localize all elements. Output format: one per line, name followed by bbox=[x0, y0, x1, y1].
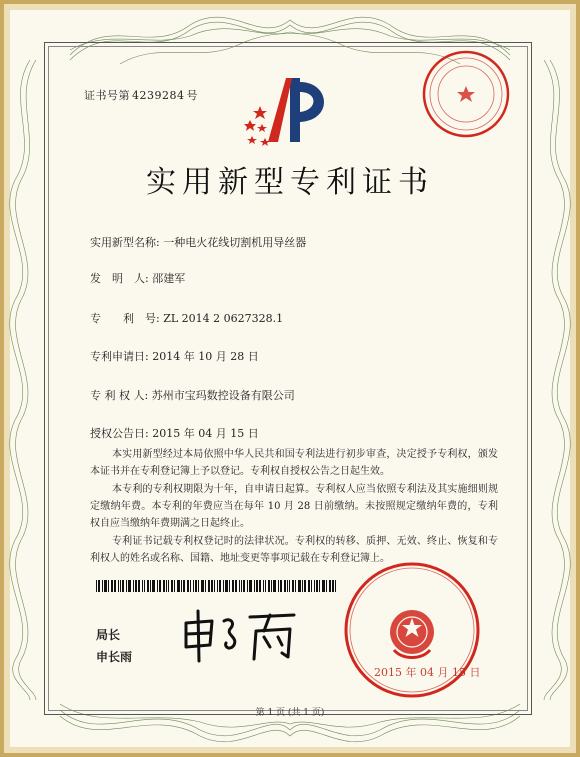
seal-date: 2015 年 04 月 15 日 bbox=[374, 666, 481, 679]
barcode-bar bbox=[133, 580, 134, 592]
barcode-bar bbox=[273, 580, 276, 592]
barcode-bar bbox=[243, 580, 245, 592]
grant-date bbox=[90, 425, 259, 441]
barcode-bar bbox=[211, 580, 213, 592]
barcode-bar bbox=[271, 580, 272, 592]
barcode-bar bbox=[177, 580, 180, 592]
barcode-bar bbox=[229, 580, 230, 592]
barcode-bar bbox=[249, 580, 252, 592]
barcode-bar bbox=[232, 580, 234, 592]
barcode-bar bbox=[174, 580, 175, 592]
barcode-bar bbox=[201, 580, 204, 592]
patentee-label: 专 利 权 人: bbox=[90, 389, 149, 402]
barcode-bar bbox=[314, 580, 315, 592]
barcode-bar bbox=[152, 580, 155, 592]
certificate-title: 实用新型专利证书 bbox=[146, 165, 434, 200]
patentee-value: 苏州市宝玛数控设备有限公司 bbox=[151, 389, 295, 402]
barcode-bar bbox=[195, 580, 197, 592]
barcode-bar bbox=[295, 580, 296, 592]
barcode-bar bbox=[217, 580, 218, 592]
barcode-bar bbox=[329, 580, 331, 592]
inventor-label: 发 明 人: bbox=[90, 272, 149, 285]
barcode-bar bbox=[166, 580, 167, 592]
patent-number-value: ZL 2014 2 0627328.1 bbox=[163, 312, 284, 325]
barcode bbox=[96, 580, 338, 592]
certificate-number-value: 4239284 bbox=[132, 89, 185, 102]
utility-model-name-value: 一种电火花线切割机用导丝器 bbox=[163, 236, 307, 249]
barcode-bar bbox=[247, 580, 248, 592]
barcode-bar bbox=[142, 580, 143, 592]
barcode-bar bbox=[304, 580, 306, 592]
barcode-bar bbox=[268, 580, 270, 592]
barcode-bar bbox=[219, 580, 221, 592]
filing-date bbox=[90, 348, 259, 364]
barcode-bar bbox=[114, 580, 116, 592]
barcode-bar bbox=[190, 580, 191, 592]
barcode-bar bbox=[205, 580, 206, 592]
barcode-bar bbox=[181, 580, 182, 592]
grant-date-value: 2015 年 04 月 15 日 bbox=[152, 427, 259, 440]
barcode-bar bbox=[316, 580, 318, 592]
barcode-bar bbox=[96, 580, 97, 592]
agency-stamp-icon bbox=[420, 48, 512, 140]
barcode-bar bbox=[183, 580, 185, 592]
barcode-bar bbox=[135, 580, 137, 592]
barcode-bar bbox=[289, 580, 290, 592]
barcode-bar bbox=[168, 580, 169, 592]
barcode-bar bbox=[163, 580, 165, 592]
patent-number-label: 专 利 号: bbox=[90, 312, 160, 325]
barcode-bar bbox=[198, 580, 199, 592]
barcode-bar bbox=[102, 580, 103, 592]
barcode-bar bbox=[278, 580, 279, 592]
inventor bbox=[90, 270, 185, 286]
barcode-bar bbox=[214, 580, 215, 592]
barcode-bar bbox=[159, 580, 161, 592]
barcode-bar bbox=[322, 580, 325, 592]
barcode-bar bbox=[157, 580, 158, 592]
barcode-bar bbox=[108, 580, 109, 592]
barcode-bar bbox=[239, 580, 240, 592]
barcode-bar bbox=[187, 580, 189, 592]
barcode-bar bbox=[287, 580, 288, 592]
paragraph-register: 专利证书记载专利权登记时的法律状况。专利权的转移、质押、无效、终止、恢复和专利权人的姓名或名称、国籍、地址变更等事项记载在专利登记簿上。 bbox=[90, 536, 498, 564]
barcode-bar bbox=[122, 580, 124, 592]
barcode-bar bbox=[128, 580, 131, 592]
certificate-number-suffix: 号 bbox=[186, 89, 198, 102]
barcode-bar bbox=[126, 580, 127, 592]
barcode-bar bbox=[98, 580, 100, 592]
paragraph-grant: 本实用新型经过本局依照中华人民共和国专利法进行初步审查，决定授予专利权，颁发本证书并在专利登记簿上予以登记。专利权自授权公告之日起生效。 bbox=[90, 449, 498, 477]
barcode-bar bbox=[319, 580, 320, 592]
barcode-bar bbox=[235, 580, 237, 592]
patent-number bbox=[90, 310, 283, 326]
barcode-bar bbox=[138, 580, 140, 592]
barcode-bar bbox=[120, 580, 121, 592]
right-ornament bbox=[535, 60, 580, 700]
barcode-bar bbox=[298, 580, 301, 592]
paragraph-term: 本专利的专利权期限为十年，自申请日起算。专利权人应当依照专利法及其实施细则规定缴纳年费。本专利的年费应当在每年 10 月 28 日前缴纳。未按照规定缴纳年费的，专利权自应当缴纳年费期满之日起终止。 bbox=[90, 484, 498, 529]
barcode-bar bbox=[150, 580, 151, 592]
inventor-value: 邵建军 bbox=[152, 272, 186, 285]
barcode-bar bbox=[254, 580, 255, 592]
barcode-bar bbox=[292, 580, 294, 592]
filing-date-value: 2014 年 10 月 28 日 bbox=[152, 350, 259, 363]
barcode-bar bbox=[223, 580, 224, 592]
certificate-number bbox=[82, 87, 198, 103]
filing-date-label: 专利申请日: bbox=[90, 350, 149, 363]
certificate-number-label: 证书号第 bbox=[84, 89, 130, 102]
barcode-bar bbox=[241, 580, 242, 592]
director-name: 申长雨 bbox=[96, 650, 133, 664]
barcode-bar bbox=[111, 580, 113, 592]
utility-model-name bbox=[90, 234, 306, 250]
barcode-bar bbox=[118, 580, 119, 592]
barcode-bar bbox=[256, 580, 258, 592]
barcode-bar bbox=[263, 580, 264, 592]
left-ornament bbox=[0, 60, 45, 700]
barcode-bar bbox=[193, 580, 194, 592]
barcode-bar bbox=[280, 580, 282, 592]
barcode-bar bbox=[144, 580, 145, 592]
barcode-bar bbox=[104, 580, 107, 592]
director-title: 局长 bbox=[96, 628, 121, 642]
barcode-bar bbox=[147, 580, 149, 592]
barcode-bar bbox=[259, 580, 261, 592]
director-signature bbox=[178, 605, 308, 665]
utility-model-name-label: 实用新型名称: bbox=[90, 236, 160, 249]
barcode-bar bbox=[171, 580, 173, 592]
grant-date-label: 授权公告日: bbox=[90, 427, 149, 440]
patentee bbox=[90, 387, 295, 403]
barcode-bar bbox=[225, 580, 228, 592]
barcode-bar bbox=[311, 580, 312, 592]
barcode-bar bbox=[326, 580, 327, 592]
page-number: 第 1 页 (共 1 页) bbox=[255, 708, 325, 718]
barcode-bar bbox=[302, 580, 303, 592]
barcode-bar bbox=[208, 580, 210, 592]
barcode-bar bbox=[308, 580, 310, 592]
barcode-bar bbox=[284, 580, 286, 592]
sipo-logo-icon bbox=[238, 72, 338, 152]
barcode-bar bbox=[265, 580, 266, 592]
